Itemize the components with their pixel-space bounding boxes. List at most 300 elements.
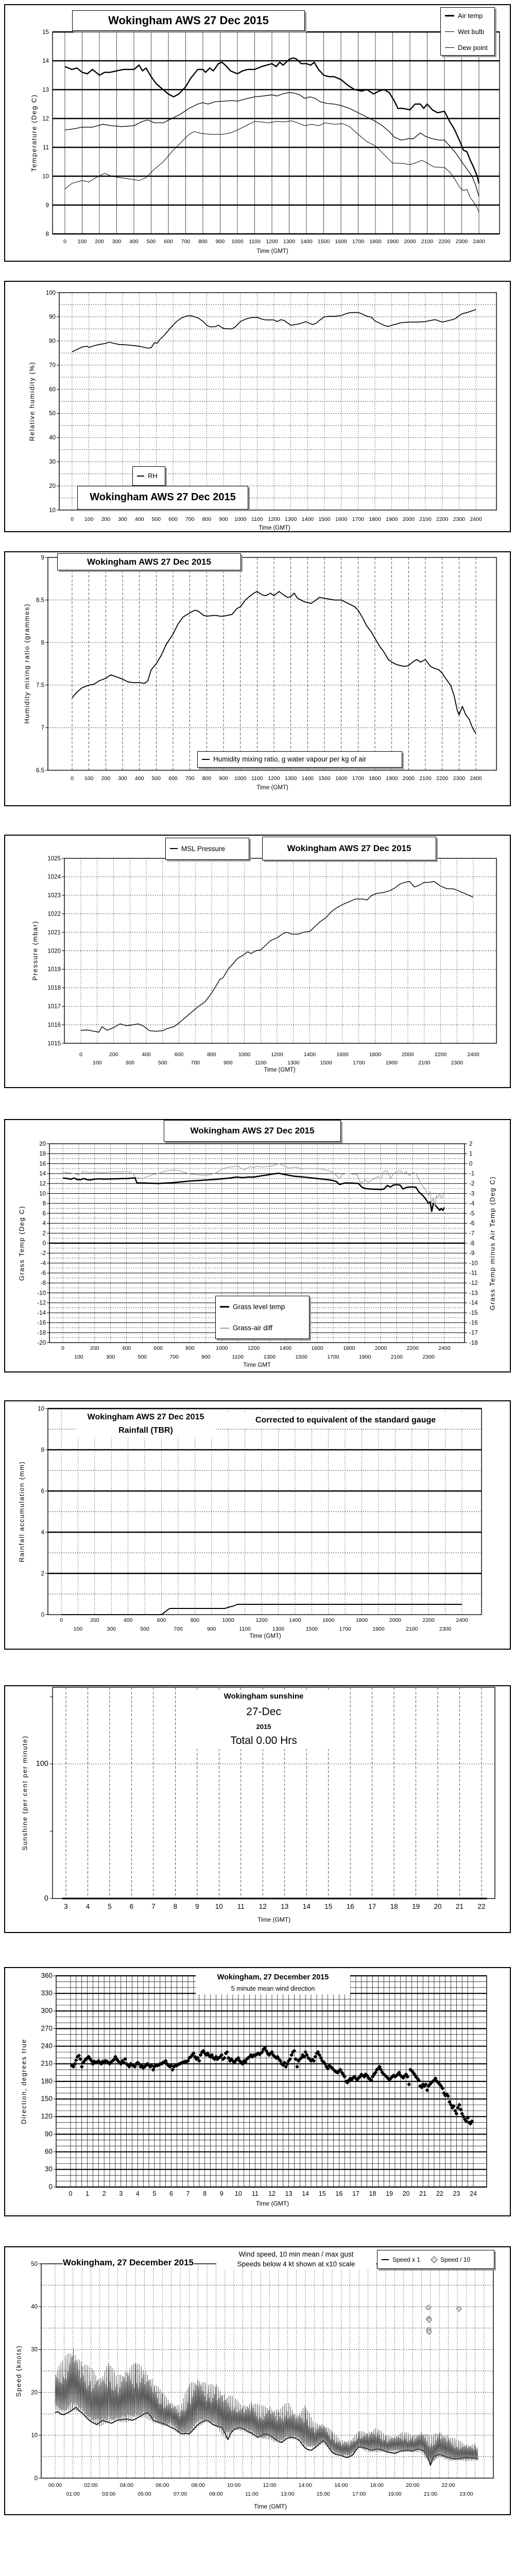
svg-text:18: 18 <box>390 1903 398 1910</box>
svg-text:01:00: 01:00 <box>66 2491 80 2497</box>
svg-text:2300: 2300 <box>453 516 466 522</box>
svg-text:-18: -18 <box>37 1330 46 1336</box>
legend-item <box>441 24 494 40</box>
svg-text:1400: 1400 <box>301 775 314 782</box>
svg-text:8: 8 <box>42 1200 46 1207</box>
svg-text:1200: 1200 <box>268 775 280 782</box>
y-axis-title: Relative humidity (%) <box>28 361 36 442</box>
svg-text:1900: 1900 <box>386 239 399 245</box>
svg-text:2300: 2300 <box>439 1626 452 1632</box>
svg-text:200: 200 <box>101 775 111 782</box>
svg-text:2100: 2100 <box>419 516 432 522</box>
svg-text:1800: 1800 <box>343 1345 355 1351</box>
svg-text:1200: 1200 <box>255 1617 268 1623</box>
svg-text:40: 40 <box>49 435 56 442</box>
svg-text:2100: 2100 <box>421 239 434 245</box>
svg-text:1100: 1100 <box>249 239 261 245</box>
svg-text:180: 180 <box>41 2077 53 2085</box>
svg-text:30: 30 <box>31 2347 38 2353</box>
svg-text:12: 12 <box>39 1181 46 1187</box>
svg-text:2000: 2000 <box>404 239 416 245</box>
svg-text:10: 10 <box>38 1405 44 1412</box>
svg-text:17:00: 17:00 <box>352 2491 366 2497</box>
legend-item <box>441 8 494 24</box>
svg-text:2000: 2000 <box>402 1052 414 1058</box>
svg-text:-18: -18 <box>469 1340 478 1346</box>
svg-text:11:00: 11:00 <box>245 2491 259 2497</box>
svg-text:-14: -14 <box>469 1300 478 1307</box>
pressure-line-sample-icon <box>170 848 178 849</box>
svg-text:2400: 2400 <box>456 1617 468 1623</box>
svg-text:1020: 1020 <box>47 948 61 955</box>
svg-text:2400: 2400 <box>473 239 485 245</box>
svg-text:-13: -13 <box>469 1290 478 1297</box>
svg-text:200: 200 <box>90 1345 99 1351</box>
svg-text:03:00: 03:00 <box>101 2491 116 2497</box>
svg-text:-16: -16 <box>469 1320 478 1327</box>
svg-text:0: 0 <box>469 1161 473 1167</box>
svg-text:2400: 2400 <box>470 775 482 782</box>
svg-text:16:00: 16:00 <box>334 2482 348 2488</box>
y-axis-title-left: Grass Temp (Deg C) <box>18 1206 26 1281</box>
svg-text:22: 22 <box>477 1903 486 1910</box>
svg-text:700: 700 <box>185 516 195 522</box>
svg-text:1019: 1019 <box>47 967 61 973</box>
svg-text:04:00: 04:00 <box>119 2482 133 2488</box>
svg-text:-6: -6 <box>469 1221 475 1227</box>
chart-title-box <box>262 837 436 860</box>
svg-text:1500: 1500 <box>318 775 331 782</box>
y-axis-title: Pressure (mbar) <box>31 920 39 981</box>
chart-title-line2: Rainfall (TBR) <box>118 1426 173 1435</box>
svg-text:100: 100 <box>84 516 94 522</box>
svg-text:100: 100 <box>84 775 94 782</box>
svg-text:900: 900 <box>215 239 225 245</box>
svg-text:330: 330 <box>41 1989 53 1997</box>
svg-text:800: 800 <box>207 1052 216 1058</box>
svg-text:-2: -2 <box>469 1181 475 1187</box>
chart-title-box <box>76 1411 216 1437</box>
svg-text:210: 210 <box>41 2059 53 2067</box>
svg-text:-15: -15 <box>469 1310 478 1316</box>
svg-text:9: 9 <box>41 554 44 561</box>
legend-label: Wet bulb <box>458 28 485 36</box>
svg-text:800: 800 <box>185 1345 195 1351</box>
legend-box <box>197 751 402 768</box>
svg-text:0: 0 <box>61 1345 64 1351</box>
svg-text:100: 100 <box>45 290 56 296</box>
svg-text:270: 270 <box>41 2024 53 2032</box>
svg-text:800: 800 <box>202 775 212 782</box>
svg-text:1000: 1000 <box>234 775 247 782</box>
legend-label: Dew point <box>458 44 488 52</box>
svg-text:120: 120 <box>41 2112 53 2121</box>
svg-text:1000: 1000 <box>216 1345 228 1351</box>
figure-temperature <box>4 4 511 262</box>
legend-item <box>216 1317 309 1338</box>
svg-text:600: 600 <box>157 1617 166 1623</box>
svg-text:1800: 1800 <box>369 1052 382 1058</box>
svg-text:19: 19 <box>386 2190 393 2197</box>
y-axis-title: Direction, degrees true <box>20 2038 28 2125</box>
svg-text:2400: 2400 <box>470 516 482 522</box>
svg-text:2400: 2400 <box>467 1052 479 1058</box>
svg-text:1700: 1700 <box>353 1060 365 1066</box>
x-axis-title: Time (GMT) <box>253 2503 287 2510</box>
svg-text:14: 14 <box>42 58 49 64</box>
svg-text:1015: 1015 <box>47 1040 61 1047</box>
svg-text:1900: 1900 <box>385 516 398 522</box>
svg-text:-6: -6 <box>40 1270 46 1277</box>
y-axis-title: Rainfall accumulation (mm) <box>18 1461 26 1563</box>
wet-bulb-line-sample-icon <box>445 31 454 32</box>
svg-text:8: 8 <box>41 1447 44 1453</box>
figure-mixing-ratio <box>4 551 511 806</box>
svg-text:800: 800 <box>202 516 212 522</box>
svg-text:-1: -1 <box>469 1171 475 1177</box>
svg-text:15: 15 <box>42 29 49 36</box>
svg-text:-4: -4 <box>40 1260 46 1267</box>
svg-text:1400: 1400 <box>289 1617 301 1623</box>
svg-text:2000: 2000 <box>374 1345 387 1351</box>
svg-text:2200: 2200 <box>436 775 449 782</box>
chart-title-line1: Wokingham AWS 27 Dec 2015 <box>87 1413 204 1421</box>
legend-label: Grass-air diff <box>233 1324 273 1332</box>
svg-text:100: 100 <box>73 1626 83 1632</box>
svg-text:14: 14 <box>302 1903 311 1910</box>
svg-text:1400: 1400 <box>303 1052 316 1058</box>
svg-text:3: 3 <box>119 2190 123 2197</box>
svg-text:80: 80 <box>49 338 56 345</box>
svg-text:1900: 1900 <box>385 1060 398 1066</box>
svg-text:-4: -4 <box>469 1200 475 1207</box>
svg-text:2000: 2000 <box>402 516 415 522</box>
legend-box <box>132 466 165 486</box>
svg-text:1800: 1800 <box>369 775 381 782</box>
svg-text:400: 400 <box>134 775 144 782</box>
svg-text:500: 500 <box>151 516 161 522</box>
svg-text:22: 22 <box>436 2190 443 2197</box>
svg-text:0: 0 <box>42 1240 46 1247</box>
svg-text:21: 21 <box>456 1903 464 1910</box>
svg-text:-9: -9 <box>469 1250 475 1257</box>
x-axis-title: Time (GMT) <box>256 785 288 791</box>
svg-text:200: 200 <box>109 1052 118 1058</box>
svg-text:12: 12 <box>268 2190 276 2197</box>
legend-label: MSL Pressure <box>181 844 226 853</box>
svg-text:400: 400 <box>134 516 144 522</box>
legend-item <box>133 467 165 485</box>
svg-text:800: 800 <box>198 239 208 245</box>
svg-text:100: 100 <box>36 1759 48 1768</box>
svg-text:0: 0 <box>60 1617 63 1623</box>
legend-label: Humidity mixing ratio, g water vapour per kg of air <box>213 755 367 763</box>
svg-text:1200: 1200 <box>268 516 280 522</box>
svg-text:2: 2 <box>42 1230 46 1237</box>
svg-text:22:00: 22:00 <box>441 2482 455 2488</box>
svg-text:1018: 1018 <box>47 985 61 992</box>
svg-text:-16: -16 <box>37 1320 46 1327</box>
svg-text:1800: 1800 <box>355 1617 368 1623</box>
svg-text:1700: 1700 <box>327 1354 339 1360</box>
svg-text:6: 6 <box>129 1903 134 1910</box>
svg-text:0: 0 <box>71 516 74 522</box>
svg-text:700: 700 <box>174 1626 183 1632</box>
svg-text:16: 16 <box>335 2190 343 2197</box>
svg-text:15: 15 <box>318 2190 326 2197</box>
svg-text:150: 150 <box>41 2094 53 2103</box>
svg-text:500: 500 <box>151 775 161 782</box>
svg-text:1100: 1100 <box>239 1626 251 1632</box>
svg-text:1500: 1500 <box>320 1060 332 1066</box>
svg-text:2200: 2200 <box>438 239 451 245</box>
figure-wind-speed <box>4 2246 511 2515</box>
svg-text:19: 19 <box>412 1903 420 1910</box>
svg-text:20: 20 <box>39 1141 46 1147</box>
svg-text:-2: -2 <box>40 1250 46 1257</box>
svg-text:400: 400 <box>129 239 139 245</box>
svg-text:400: 400 <box>122 1345 131 1351</box>
chart-subtitle-line1: Wind speed, 10 min mean / max gust <box>238 2250 354 2258</box>
chart-title-box <box>164 1120 341 1142</box>
legend-item <box>166 838 249 859</box>
svg-text:1400: 1400 <box>301 516 314 522</box>
x-axis-title: Time (GMT) <box>256 248 288 255</box>
svg-text:20: 20 <box>434 1903 442 1910</box>
svg-text:1500: 1500 <box>295 1354 307 1360</box>
svg-text:1500: 1500 <box>318 516 331 522</box>
figure-relative-humidity <box>4 281 511 532</box>
svg-text:0: 0 <box>34 2475 38 2482</box>
legend-box <box>377 2250 494 2269</box>
svg-text:100: 100 <box>74 1354 83 1360</box>
svg-text:0: 0 <box>48 2182 53 2191</box>
svg-text:1016: 1016 <box>47 1022 61 1028</box>
svg-text:70: 70 <box>49 362 56 369</box>
chart-subtitle: 5 minute mean wind direction <box>231 1985 315 1992</box>
svg-text:1900: 1900 <box>385 775 398 782</box>
svg-text:-8: -8 <box>40 1280 46 1286</box>
svg-text:600: 600 <box>174 1052 184 1058</box>
sunshine-total: Total 0.00 Hrs <box>230 1735 297 1747</box>
chart-title-box <box>77 486 248 510</box>
svg-text:21: 21 <box>419 2190 427 2197</box>
svg-text:900: 900 <box>219 516 228 522</box>
svg-text:700: 700 <box>181 239 191 245</box>
svg-text:400: 400 <box>123 1617 133 1623</box>
svg-text:1000: 1000 <box>231 239 244 245</box>
svg-text:2000: 2000 <box>389 1617 402 1623</box>
svg-text:100: 100 <box>77 239 87 245</box>
svg-text:3: 3 <box>64 1903 68 1910</box>
svg-text:11: 11 <box>251 2190 259 2197</box>
svg-text:1200: 1200 <box>271 1052 283 1058</box>
svg-text:900: 900 <box>219 775 228 782</box>
svg-text:17: 17 <box>352 2190 359 2197</box>
speed-div10-diamond-sample-icon <box>431 2256 438 2263</box>
svg-text:8: 8 <box>173 1903 178 1910</box>
svg-text:2: 2 <box>469 1141 473 1147</box>
svg-text:60: 60 <box>49 386 56 393</box>
svg-text:-3: -3 <box>469 1191 475 1197</box>
svg-text:11: 11 <box>43 144 49 151</box>
svg-text:50: 50 <box>49 411 56 417</box>
svg-text:2100: 2100 <box>418 1060 431 1066</box>
svg-text:1800: 1800 <box>369 516 381 522</box>
svg-text:1000: 1000 <box>234 516 247 522</box>
chart-note: Corrected to equivalent of the standard gauge <box>255 1416 436 1425</box>
svg-text:12: 12 <box>259 1903 267 1910</box>
svg-text:2300: 2300 <box>451 1060 463 1066</box>
svg-text:1022: 1022 <box>47 911 61 918</box>
svg-text:7: 7 <box>151 1903 156 1910</box>
svg-text:07:00: 07:00 <box>173 2491 187 2497</box>
chart-title: Wokingham AWS 27 Dec 2015 <box>87 557 211 567</box>
chart-title: Wokingham AWS 27 Dec 2015 <box>287 843 411 853</box>
svg-text:14: 14 <box>39 1171 46 1177</box>
svg-text:21:00: 21:00 <box>423 2491 438 2497</box>
x-axis-title: Time (GMT) <box>259 525 290 531</box>
svg-text:40: 40 <box>31 2304 38 2310</box>
svg-text:1700: 1700 <box>352 239 365 245</box>
svg-text:16: 16 <box>39 1161 46 1167</box>
svg-text:2000: 2000 <box>402 775 415 782</box>
y-axis-title: Speed (knots) <box>14 2345 23 2397</box>
svg-text:90: 90 <box>44 2130 53 2138</box>
svg-text:-12: -12 <box>469 1280 478 1286</box>
svg-text:1200: 1200 <box>266 239 278 245</box>
chart-subtitle-block <box>216 2249 376 2269</box>
svg-text:300: 300 <box>112 239 122 245</box>
svg-text:-11: -11 <box>469 1270 477 1277</box>
svg-text:1600: 1600 <box>322 1617 335 1623</box>
svg-text:4: 4 <box>41 1529 44 1536</box>
chart-title-block <box>186 1690 341 1749</box>
svg-text:0: 0 <box>41 1612 44 1618</box>
svg-text:1025: 1025 <box>47 855 61 862</box>
svg-text:1300: 1300 <box>283 239 296 245</box>
svg-text:18: 18 <box>369 2190 376 2197</box>
svg-text:6: 6 <box>41 1488 44 1495</box>
chart-title: Wokingham AWS 27 Dec 2015 <box>90 492 236 503</box>
svg-text:-20: -20 <box>37 1340 46 1346</box>
svg-text:13: 13 <box>285 2190 293 2197</box>
svg-text:1600: 1600 <box>335 775 348 782</box>
figure-sunshine <box>4 1685 511 1933</box>
chart-title: Wokingham, 27 December 2015 <box>217 1973 329 1981</box>
svg-text:1600: 1600 <box>336 1052 349 1058</box>
svg-text:1500: 1500 <box>317 239 330 245</box>
svg-text:1300: 1300 <box>263 1354 276 1360</box>
svg-text:0: 0 <box>63 239 66 245</box>
svg-text:5: 5 <box>108 1903 112 1910</box>
svg-text:2300: 2300 <box>453 775 466 782</box>
mixing-ratio-line-sample-icon <box>202 759 210 760</box>
legend-item <box>216 1296 309 1317</box>
legend-box <box>440 7 495 56</box>
svg-text:1021: 1021 <box>47 929 61 936</box>
svg-text:2300: 2300 <box>455 239 468 245</box>
grass-temp-line-sample-icon <box>220 1306 229 1308</box>
svg-text:600: 600 <box>153 1345 163 1351</box>
svg-text:2200: 2200 <box>434 1052 447 1058</box>
sunshine-year: 2015 <box>256 1723 271 1731</box>
x-axis-title: Time GMT <box>243 1362 271 1368</box>
svg-text:1600: 1600 <box>311 1345 323 1351</box>
svg-text:9: 9 <box>195 1903 199 1910</box>
svg-text:1100: 1100 <box>251 775 263 782</box>
sunshine-date: 27-Dec <box>246 1706 281 1718</box>
svg-text:15:00: 15:00 <box>316 2491 330 2497</box>
svg-text:600: 600 <box>168 516 178 522</box>
svg-text:20: 20 <box>402 2190 410 2197</box>
svg-text:1100: 1100 <box>232 1354 244 1360</box>
svg-text:12:00: 12:00 <box>263 2482 277 2488</box>
legend-label: Air temp <box>458 12 483 20</box>
svg-text:02:00: 02:00 <box>84 2482 98 2488</box>
svg-text:4: 4 <box>42 1221 46 1227</box>
svg-text:4: 4 <box>85 1903 90 1910</box>
svg-text:30: 30 <box>44 2165 53 2173</box>
svg-text:1200: 1200 <box>247 1345 260 1351</box>
svg-text:1017: 1017 <box>47 1004 61 1010</box>
svg-text:900: 900 <box>223 1060 233 1066</box>
svg-text:18:00: 18:00 <box>370 2482 384 2488</box>
svg-text:06:00: 06:00 <box>156 2482 169 2488</box>
svg-text:50: 50 <box>31 2261 38 2267</box>
svg-text:13:00: 13:00 <box>281 2491 295 2497</box>
svg-text:19:00: 19:00 <box>388 2491 402 2497</box>
svg-text:360: 360 <box>41 1971 53 1979</box>
svg-text:2100: 2100 <box>406 1626 418 1632</box>
svg-text:2: 2 <box>102 2190 106 2197</box>
svg-text:17: 17 <box>368 1903 376 1910</box>
svg-text:1600: 1600 <box>335 516 348 522</box>
chart-title: Wokingham, 27 December 2015 <box>63 2258 194 2267</box>
svg-text:1700: 1700 <box>352 516 365 522</box>
svg-text:2100: 2100 <box>390 1354 403 1360</box>
svg-text:1700: 1700 <box>339 1626 351 1632</box>
svg-text:14: 14 <box>302 2190 310 2197</box>
svg-text:300: 300 <box>107 1626 116 1632</box>
svg-text:1: 1 <box>469 1151 473 1158</box>
temperature-plot-svg <box>5 5 510 261</box>
rainfall-plot-svg <box>5 1401 510 1649</box>
svg-text:700: 700 <box>185 775 195 782</box>
legend-item <box>198 752 402 767</box>
svg-text:15: 15 <box>324 1903 333 1910</box>
svg-text:1400: 1400 <box>279 1345 291 1351</box>
svg-text:600: 600 <box>168 775 178 782</box>
svg-text:13: 13 <box>42 87 49 93</box>
svg-text:9: 9 <box>45 202 49 209</box>
svg-text:2200: 2200 <box>422 1617 435 1623</box>
svg-text:200: 200 <box>90 1617 99 1623</box>
air-temp-line-sample-icon <box>445 15 454 16</box>
x-axis-title: Time (GMT) <box>249 1633 281 1639</box>
svg-text:10: 10 <box>49 507 56 514</box>
svg-text:24: 24 <box>470 2190 477 2197</box>
wind-speed-plot-svg <box>5 2247 510 2514</box>
svg-text:2: 2 <box>41 1570 44 1577</box>
chart-subtitle-line2: Speeds below 4 kt shown at x10 scale <box>237 2260 355 2268</box>
legend-label: RH <box>148 472 158 480</box>
svg-text:30: 30 <box>49 459 56 466</box>
svg-text:2400: 2400 <box>438 1345 451 1351</box>
chart-title-box <box>72 10 305 31</box>
svg-text:60: 60 <box>44 2147 53 2156</box>
svg-text:00:00: 00:00 <box>48 2482 62 2488</box>
